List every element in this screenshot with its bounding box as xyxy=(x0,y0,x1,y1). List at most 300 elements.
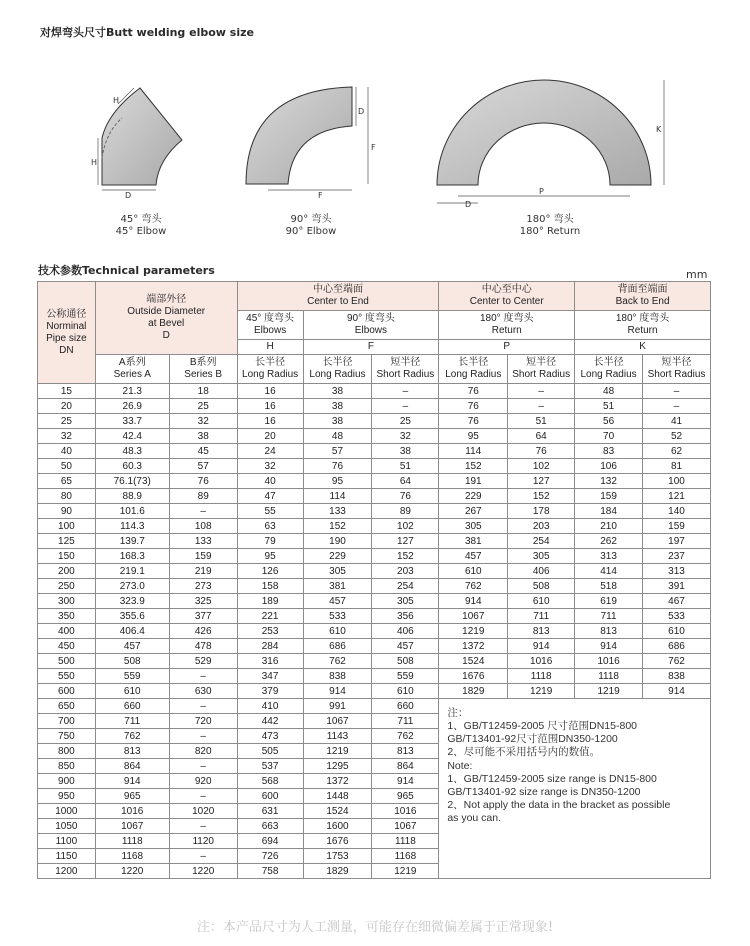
header-p-short-radius: 短半径 Short Radius xyxy=(508,355,575,384)
table-cell: 38 xyxy=(303,399,372,414)
table-cell: 267 xyxy=(439,504,508,519)
table-cell: 76 xyxy=(372,489,439,504)
table-cell: 65 xyxy=(38,474,96,489)
note-line: 1、GB/T12459-2005 size range is DN15-800 xyxy=(447,773,657,785)
table-row xyxy=(38,609,711,624)
header-p-long-radius: 长半径 Long Radius xyxy=(439,355,508,384)
elbow-90-label-d: D xyxy=(358,107,365,116)
table-cell: 62 xyxy=(643,444,711,459)
table-cell: – xyxy=(643,384,711,399)
table-cell: 133 xyxy=(303,504,372,519)
table-cell: 32 xyxy=(38,429,96,444)
table-cell: 15 xyxy=(38,384,96,399)
table-cell: 95 xyxy=(303,474,372,489)
header-f-short-radius: 短半径 Short Radius xyxy=(372,355,439,384)
table-cell: 914 xyxy=(575,639,643,654)
table-row xyxy=(38,534,711,549)
table-cell: 950 xyxy=(38,789,96,804)
table-cell: 203 xyxy=(372,564,439,579)
table-cell: 1118 xyxy=(508,669,575,684)
table-cell: 55 xyxy=(237,504,303,519)
table-cell: 838 xyxy=(303,669,372,684)
table-cell: 158 xyxy=(237,579,303,594)
table-cell: 663 xyxy=(237,819,303,834)
table-cell: 47 xyxy=(237,489,303,504)
table-cell: 48 xyxy=(575,384,643,399)
table-cell: 800 xyxy=(38,744,96,759)
caption-90-en: 90° Elbow xyxy=(285,226,337,237)
table-cell: 32 xyxy=(372,429,439,444)
table-cell: 600 xyxy=(38,684,96,699)
table-cell: 20 xyxy=(38,399,96,414)
table-cell: 377 xyxy=(169,609,237,624)
table-cell: 56 xyxy=(575,414,643,429)
table-row xyxy=(38,669,711,684)
table-cell: 1219 xyxy=(303,744,372,759)
table-cell: 1016 xyxy=(372,804,439,819)
header-symbol-k: K xyxy=(575,340,711,355)
table-cell: 838 xyxy=(643,669,711,684)
tech-title: 技术参数Technical parameters xyxy=(38,264,215,277)
table-cell: 508 xyxy=(95,654,169,669)
table-cell: 125 xyxy=(38,534,96,549)
table-cell: 914 xyxy=(95,774,169,789)
header-f-long-radius: 长半径 Long Radius xyxy=(303,355,372,384)
note-line: 注： xyxy=(447,707,469,719)
table-cell: 1220 xyxy=(169,864,237,879)
table-cell: 51 xyxy=(508,414,575,429)
table-cell: 726 xyxy=(237,849,303,864)
return-180-label-d: D xyxy=(465,200,472,208)
header-dn: 公称通径 Norminal Pipe size DN xyxy=(38,282,96,384)
table-cell: – xyxy=(169,729,237,744)
table-cell: 114.3 xyxy=(95,519,169,534)
note-line: 2、尽可能不采用括号内的数值。 xyxy=(447,746,601,758)
footer-disclaimer: 注：本产品尺寸为人工测量，可能存在细微偏差属于正常现象! xyxy=(196,920,554,935)
table-cell: 51 xyxy=(575,399,643,414)
technical-parameters-table xyxy=(37,281,711,879)
table-row xyxy=(38,474,711,489)
table-cell: 16 xyxy=(237,384,303,399)
table-row xyxy=(38,519,711,534)
table-cell: 720 xyxy=(169,714,237,729)
table-cell: – xyxy=(372,384,439,399)
table-cell: 150 xyxy=(38,549,96,564)
table-cell: 414 xyxy=(575,564,643,579)
table-cell: 1372 xyxy=(303,774,372,789)
table-cell: 229 xyxy=(439,489,508,504)
table-cell: 159 xyxy=(575,489,643,504)
table-cell: 76.1(73) xyxy=(95,474,169,489)
table-cell: 305 xyxy=(508,549,575,564)
table-cell: 33.7 xyxy=(95,414,169,429)
note-line: GB/T13401-92 size range is DN350-1200 xyxy=(447,786,641,798)
table-cell: 64 xyxy=(508,429,575,444)
table-cell: 42.4 xyxy=(95,429,169,444)
table-row xyxy=(38,384,711,399)
table-cell: 1524 xyxy=(439,654,508,669)
table-cell: 550 xyxy=(38,669,96,684)
table-cell: 1219 xyxy=(372,864,439,879)
table-cell: – xyxy=(169,504,237,519)
table-cell: 1524 xyxy=(303,804,372,819)
table-cell: 1219 xyxy=(575,684,643,699)
table-cell: 660 xyxy=(372,699,439,714)
table-cell: 305 xyxy=(303,564,372,579)
table-cell: 381 xyxy=(439,534,508,549)
table-cell: 619 xyxy=(575,594,643,609)
table-cell: 381 xyxy=(303,579,372,594)
elbow-90-label-f1: F xyxy=(371,143,376,152)
table-cell: 76 xyxy=(508,444,575,459)
table-cell: 250 xyxy=(38,579,96,594)
table-cell: 1100 xyxy=(38,834,96,849)
table-cell: 51 xyxy=(372,459,439,474)
table-cell: 355.6 xyxy=(95,609,169,624)
table-cell: 631 xyxy=(237,804,303,819)
table-cell: 25 xyxy=(38,414,96,429)
header-b-series: B系列 Series B xyxy=(169,355,237,384)
table-cell: 316 xyxy=(237,654,303,669)
table-cell: 25 xyxy=(169,399,237,414)
table-cell: 305 xyxy=(372,594,439,609)
table-cell: 457 xyxy=(95,639,169,654)
table-cell: 1829 xyxy=(439,684,508,699)
table-body xyxy=(38,384,711,879)
header-symbol-p: P xyxy=(439,340,575,355)
table-cell: 140 xyxy=(643,504,711,519)
table-cell: 450 xyxy=(38,639,96,654)
table-cell: 32 xyxy=(169,414,237,429)
table-cell: 1143 xyxy=(303,729,372,744)
table-cell: 410 xyxy=(237,699,303,714)
table-cell: 89 xyxy=(169,489,237,504)
table-cell: 126 xyxy=(237,564,303,579)
table-cell: 1150 xyxy=(38,849,96,864)
table-cell: 442 xyxy=(237,714,303,729)
caption-90-elbow xyxy=(276,214,346,238)
caption-45-cn: 45° 弯头 xyxy=(120,214,162,225)
table-cell: 95 xyxy=(237,549,303,564)
table-cell: 76 xyxy=(169,474,237,489)
table-cell: 813 xyxy=(508,624,575,639)
table-cell: 284 xyxy=(237,639,303,654)
table-cell: – xyxy=(169,849,237,864)
table-cell: 686 xyxy=(303,639,372,654)
table-row xyxy=(38,579,711,594)
table-cell: 426 xyxy=(169,624,237,639)
table-cell: 219.1 xyxy=(95,564,169,579)
table-cell: – xyxy=(169,789,237,804)
table-cell: 25 xyxy=(372,414,439,429)
table-cell: 1067 xyxy=(439,609,508,624)
table-cell: 559 xyxy=(372,669,439,684)
table-cell: 1219 xyxy=(439,624,508,639)
table-cell: 159 xyxy=(169,549,237,564)
table-cell: 191 xyxy=(439,474,508,489)
table-row xyxy=(38,444,711,459)
table-cell: 864 xyxy=(95,759,169,774)
table-cell: 850 xyxy=(38,759,96,774)
table-cell: 660 xyxy=(95,699,169,714)
table-cell: 305 xyxy=(439,519,508,534)
table-cell: 101.6 xyxy=(95,504,169,519)
header-symbol-h: H xyxy=(237,340,303,355)
table-cell: – xyxy=(372,399,439,414)
table-cell: 610 xyxy=(439,564,508,579)
table-cell: 38 xyxy=(372,444,439,459)
table-cell: 221 xyxy=(237,609,303,624)
table-cell: 610 xyxy=(372,684,439,699)
table-cell: 1295 xyxy=(303,759,372,774)
table-cell: 508 xyxy=(508,579,575,594)
table-cell: 559 xyxy=(95,669,169,684)
table-cell: 80 xyxy=(38,489,96,504)
table-cell: 406.4 xyxy=(95,624,169,639)
table-cell: 391 xyxy=(643,579,711,594)
table-cell: 914 xyxy=(643,684,711,699)
table-cell: 1200 xyxy=(38,864,96,879)
table-cell: 813 xyxy=(95,744,169,759)
table-cell: 253 xyxy=(237,624,303,639)
caption-180-cn: 180° 弯头 xyxy=(526,214,574,225)
elbow-45-label-h2: H xyxy=(91,158,98,167)
table-cell: 64 xyxy=(372,474,439,489)
table-cell: 76 xyxy=(439,384,508,399)
table-cell: 379 xyxy=(237,684,303,699)
table-cell: 108 xyxy=(169,519,237,534)
table-cell: 864 xyxy=(372,759,439,774)
caption-180-en: 180° Return xyxy=(519,226,581,237)
table-cell: 200 xyxy=(38,564,96,579)
table-cell: 505 xyxy=(237,744,303,759)
table-cell: 57 xyxy=(169,459,237,474)
table-cell: 219 xyxy=(169,564,237,579)
table-cell: 300 xyxy=(38,594,96,609)
table-cell: 313 xyxy=(643,564,711,579)
table-cell: 711 xyxy=(372,714,439,729)
table-cell: 273 xyxy=(169,579,237,594)
table-cell: 60.3 xyxy=(95,459,169,474)
table-cell: 694 xyxy=(237,834,303,849)
table-cell: 76 xyxy=(439,414,508,429)
header-180-return-k: 180° 度弯头 Return xyxy=(575,311,711,340)
table-cell: 95 xyxy=(439,429,508,444)
table-cell: – xyxy=(169,759,237,774)
table-cell: 83 xyxy=(575,444,643,459)
table-cell: 102 xyxy=(508,459,575,474)
table-cell: 350 xyxy=(38,609,96,624)
table-cell: 537 xyxy=(237,759,303,774)
table-row xyxy=(38,489,711,504)
table-cell: 88.9 xyxy=(95,489,169,504)
table-cell: 529 xyxy=(169,654,237,669)
elbow-diagrams xyxy=(0,58,750,208)
table-cell: 1020 xyxy=(169,804,237,819)
header-a-series: A系列 Series A xyxy=(95,355,169,384)
table-cell: 16 xyxy=(237,399,303,414)
table-cell: 914 xyxy=(372,774,439,789)
table-cell: 203 xyxy=(508,519,575,534)
table-cell: 711 xyxy=(95,714,169,729)
table-cell: 197 xyxy=(643,534,711,549)
note-line: Note: xyxy=(447,760,473,772)
table-row xyxy=(38,459,711,474)
table-cell: 500 xyxy=(38,654,96,669)
table-cell: 1676 xyxy=(303,834,372,849)
table-cell: 152 xyxy=(508,489,575,504)
table-cell: 38 xyxy=(169,429,237,444)
header-back-to-end: 背面至端面 Back to End xyxy=(575,282,711,311)
table-cell: 313 xyxy=(575,549,643,564)
table-cell: 26.9 xyxy=(95,399,169,414)
table-cell: 914 xyxy=(439,594,508,609)
table-cell: 21.3 xyxy=(95,384,169,399)
table-cell: 914 xyxy=(303,684,372,699)
header-90-elbows: 90° 度弯头 Elbows xyxy=(303,311,439,340)
table-cell: 18 xyxy=(169,384,237,399)
table-cell: 630 xyxy=(169,684,237,699)
notes-panel xyxy=(439,699,711,879)
table-row xyxy=(38,594,711,609)
note-line: as you can. xyxy=(447,812,502,824)
table-cell: 38 xyxy=(303,384,372,399)
table-cell: – xyxy=(169,699,237,714)
caption-45-en: 45° Elbow xyxy=(115,226,167,237)
table-cell: 40 xyxy=(38,444,96,459)
table-cell: 1118 xyxy=(372,834,439,849)
table-cell: 750 xyxy=(38,729,96,744)
table-cell: 1168 xyxy=(372,849,439,864)
table-cell: 762 xyxy=(439,579,508,594)
table-cell: 762 xyxy=(303,654,372,669)
table-row xyxy=(38,699,711,714)
table-cell: 758 xyxy=(237,864,303,879)
table-cell: 347 xyxy=(237,669,303,684)
table-row xyxy=(38,624,711,639)
return-180-label-k: K xyxy=(656,125,662,134)
table-cell: 1118 xyxy=(575,669,643,684)
table-row xyxy=(38,429,711,444)
table-cell: 1016 xyxy=(575,654,643,669)
table-cell: 1676 xyxy=(439,669,508,684)
header-center-to-center: 中心至中心 Center to Center xyxy=(439,282,575,311)
table-cell: 133 xyxy=(169,534,237,549)
table-cell: 106 xyxy=(575,459,643,474)
table-row xyxy=(38,414,711,429)
table-cell: 1067 xyxy=(303,714,372,729)
table-cell: – xyxy=(169,819,237,834)
table-cell: 273.0 xyxy=(95,579,169,594)
table-cell: 262 xyxy=(575,534,643,549)
table-cell: 48.3 xyxy=(95,444,169,459)
table-cell: 1829 xyxy=(303,864,372,879)
table-cell: 50 xyxy=(38,459,96,474)
table-cell: 1120 xyxy=(169,834,237,849)
table-cell: 152 xyxy=(372,549,439,564)
table-cell: 184 xyxy=(575,504,643,519)
table-cell: 1000 xyxy=(38,804,96,819)
table-cell: – xyxy=(508,399,575,414)
table-cell: 70 xyxy=(575,429,643,444)
table-cell: 127 xyxy=(508,474,575,489)
table-cell: 114 xyxy=(303,489,372,504)
elbow-90-drawing xyxy=(246,87,376,200)
table-cell: 168.3 xyxy=(95,549,169,564)
table-cell: 406 xyxy=(508,564,575,579)
table-cell: 325 xyxy=(169,594,237,609)
elbow-90-label-f2: F xyxy=(318,191,323,200)
table-cell: 229 xyxy=(303,549,372,564)
table-cell: 90 xyxy=(38,504,96,519)
table-cell: 610 xyxy=(643,624,711,639)
table-cell: 457 xyxy=(303,594,372,609)
elbow-45-drawing xyxy=(91,88,182,200)
table-cell: 76 xyxy=(303,459,372,474)
table-cell: 1118 xyxy=(95,834,169,849)
table-cell: 89 xyxy=(372,504,439,519)
table-row xyxy=(38,504,711,519)
table-cell: 991 xyxy=(303,699,372,714)
table-row xyxy=(38,639,711,654)
table-cell: 79 xyxy=(237,534,303,549)
table-cell: 81 xyxy=(643,459,711,474)
table-cell: 711 xyxy=(575,609,643,624)
table-cell: 159 xyxy=(643,519,711,534)
table-cell: 686 xyxy=(643,639,711,654)
table-cell: 127 xyxy=(372,534,439,549)
header-center-to-end: 中心至端面 Center to End xyxy=(237,282,439,311)
table-cell: 48 xyxy=(303,429,372,444)
table-cell: 40 xyxy=(237,474,303,489)
return-180-drawing xyxy=(437,80,664,208)
table-cell: 210 xyxy=(575,519,643,534)
table-cell: 121 xyxy=(643,489,711,504)
table-cell: 762 xyxy=(95,729,169,744)
table-cell: 32 xyxy=(237,459,303,474)
table-row xyxy=(38,684,711,699)
table-cell: 600 xyxy=(237,789,303,804)
table-cell: – xyxy=(643,399,711,414)
header-180-return-p: 180° 度弯头 Return xyxy=(439,311,575,340)
elbow-45-label-d: D xyxy=(125,191,132,200)
table-cell: 152 xyxy=(303,519,372,534)
table-cell: 1067 xyxy=(95,819,169,834)
table-cell: 508 xyxy=(372,654,439,669)
table-cell: 178 xyxy=(508,504,575,519)
table-cell: 237 xyxy=(643,549,711,564)
table-cell: 20 xyxy=(237,429,303,444)
table-cell: 190 xyxy=(303,534,372,549)
table-cell: 1448 xyxy=(303,789,372,804)
table-cell: 650 xyxy=(38,699,96,714)
note-line: GB/T13401-92尺寸范围DN350-1200 xyxy=(447,733,618,745)
header-k-long-radius: 长半径 Long Radius xyxy=(575,355,643,384)
caption-90-cn: 90° 弯头 xyxy=(290,214,332,225)
header-45-elbows: 45° 度弯头 Elbows xyxy=(237,311,303,340)
table-cell: – xyxy=(169,669,237,684)
header-outside-diameter: 端部外径 Outside Diameter at Bevel D xyxy=(95,282,237,355)
section-title: 对焊弯头尺寸Butt welding elbow size xyxy=(40,26,254,39)
table-cell: 57 xyxy=(303,444,372,459)
table-cell: 568 xyxy=(237,774,303,789)
table-cell: 45 xyxy=(169,444,237,459)
caption-180-return xyxy=(508,214,592,238)
table-cell: 610 xyxy=(303,624,372,639)
table-cell: 711 xyxy=(508,609,575,624)
table-cell: 254 xyxy=(372,579,439,594)
table-cell: 1372 xyxy=(439,639,508,654)
